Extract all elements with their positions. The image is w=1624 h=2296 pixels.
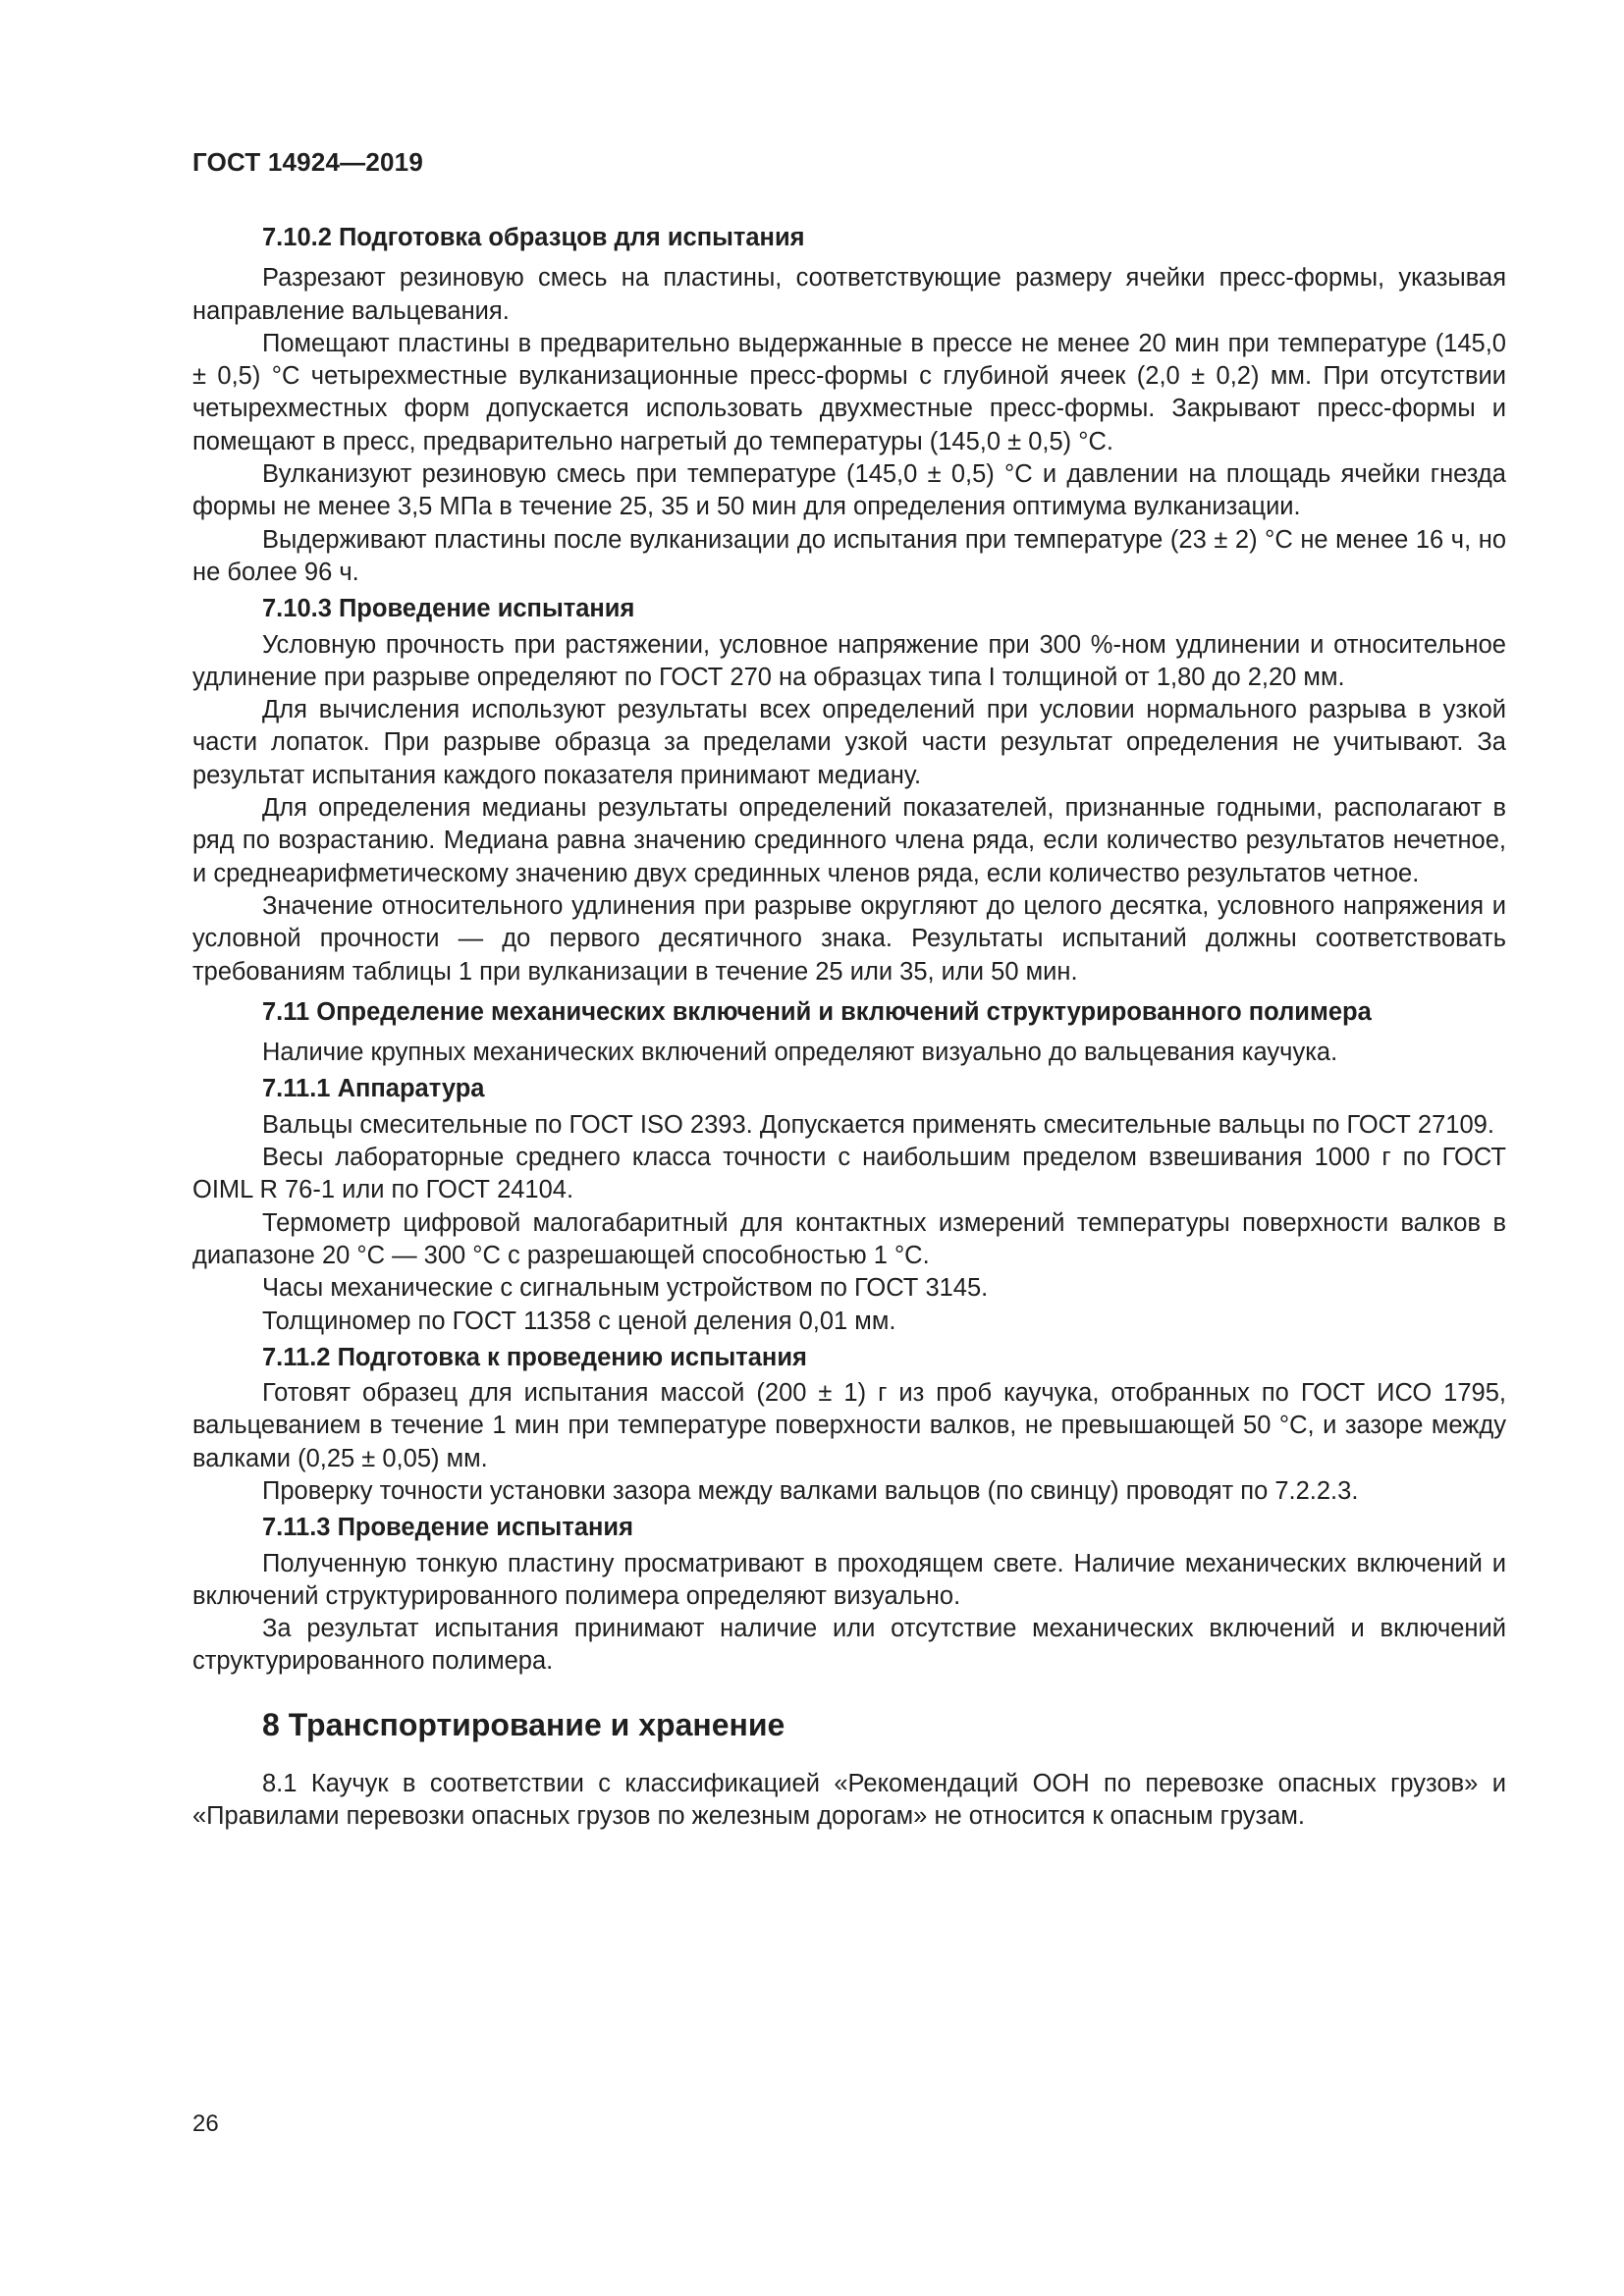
- paragraph: Разрезают резиновую смесь на пластины, соответствующие размеру ячейки пресс-формы, указывая направление вальцевания.: [192, 264, 1506, 325]
- paragraph: Термометр цифровой малогабаритный для контактных измерений температуры поверхности валков в диапазоне 20 °С — 300 °С с разрешающей способностью 1 °С.: [192, 1208, 1506, 1269]
- paragraph: Вулканизуют резиновую смесь при температуре (145,0 ± 0,5) °С и давлении на площадь ячейки гнезда формы не менее 3,5 МПа в течение 25, 35 и 50 мин для определения оптимума вулканизации.: [192, 460, 1506, 521]
- paragraph: Помещают пластины в предварительно выдержанные в прессе не менее 20 мин при температуре (145,0 ± 0,5) °С четырехместные вулканизационные пресс-формы с глубиной ячеек (2,0 ± 0,2) мм. При отсутствии четырехместных форм допускается использовать двухместные пресс-формы. Закрывают пресс-формы и помещают в пресс, предварительно нагретый до температуры (145,0 ± 0,5) °С.: [192, 329, 1506, 455]
- section-heading-8: 8 Транспортирование и хранение: [262, 1706, 785, 1742]
- paragraph: Наличие крупных механических включений определяют визуально до вальцевания каучука.: [262, 1039, 1338, 1067]
- paragraph: Для определения медианы результаты определений показателей, признанные годными, располагают в ряд по возрастанию. Медиана равна значению срединного члена ряда, если количество результатов нечетное, и среднеарифметическому значению двух срединных членов ряда, если количество результатов четное.: [192, 794, 1506, 887]
- paragraph: Условную прочность при растяжении, условное напряжение при 300 %-ном удлинении и относительное удлинение при разрыве определяют по ГОСТ 270 на образцах типа I толщиной от 1,80 до 2,20 мм.: [192, 630, 1506, 691]
- section-heading-7-11: 7.11 Определение механических включений и включений структурированного полимера: [262, 997, 1372, 1026]
- paragraph: 8.1 Каучук в соответствии с классификацией «Рекомендаций ООН по перевозке опасных грузов» и «Правилами перевозки опасных грузов по железным дорогам» не относится к опасным грузам.: [192, 1769, 1506, 1831]
- paragraph: Готовят образец для испытания массой (200 ± 1) г из проб каучука, отобранных по ГОСТ ИСО 1795, вальцеванием в течение 1 мин при температуре поверхности валков, не превышающей 50 °С, и зазоре между валками (0,25 ± 0,05) мм.: [192, 1379, 1506, 1472]
- paragraph: Толщиномер по ГОСТ 11358 с ценой деления 0,01 мм.: [262, 1307, 896, 1335]
- paragraph: Вальцы смесительные по ГОСТ ISO 2393. Допускается применять смесительные вальцы по ГОСТ 27109.: [262, 1110, 1494, 1139]
- section-heading-7-10-3: 7.10.3 Проведение испытания: [262, 595, 635, 623]
- paragraph: Полученную тонкую пластину просматривают в проходящем свете. Наличие механических включений и включений структурированного полимера определяют визуально.: [192, 1549, 1506, 1610]
- paragraph: Значение относительного удлинения при разрыве округляют до целого десятка, условного напряжения и условной прочности — до первого десятичного знака. Результаты испытаний должны соответствовать требованиям таблицы 1 при вулканизации в течение 25 или 35, или 50 мин.: [192, 891, 1506, 986]
- section-heading-7-11-2: 7.11.2 Подготовка к проведению испытания: [262, 1343, 807, 1371]
- paragraph: Весы лабораторные среднего класса точности с наибольшим пределом взвешивания 1000 г по ГОСТ OIML R 76-1 или по ГОСТ 24104.: [192, 1144, 1506, 1204]
- paragraph: Проверку точности установки зазора между валками вальцов (по свинцу) проводят по 7.2.2.3.: [262, 1476, 1359, 1505]
- page-content: [192, 222, 1506, 1833]
- paragraph: За результат испытания принимают наличие или отсутствие механических включений и включений структурированного полимера.: [192, 1615, 1506, 1676]
- page-number: 26: [192, 2110, 219, 2137]
- section-heading-7-11-3: 7.11.3 Проведение испытания: [262, 1514, 633, 1542]
- paragraph: Часы механические с сигнальным устройством по ГОСТ 3145.: [262, 1274, 989, 1303]
- paragraph: Выдерживают пластины после вулканизации до испытания при температуре (23 ± 2) °С не менее 16 ч, но не более 96 ч.: [192, 525, 1506, 586]
- section-heading-7-11-1: 7.11.1 Аппаратура: [262, 1075, 485, 1103]
- standard-header: ГОСТ 14924—2019: [192, 147, 423, 177]
- paragraph: Для вычисления используют результаты всех определений при условии нормального разрыва в узкой части лопаток. При разрыве образца за пределами узкой части результат определения не учитывают. За результат испытания каждого показателя принимают медиану.: [192, 696, 1506, 789]
- section-heading-7-10-2: 7.10.2 Подготовка образцов для испытания: [262, 224, 805, 251]
